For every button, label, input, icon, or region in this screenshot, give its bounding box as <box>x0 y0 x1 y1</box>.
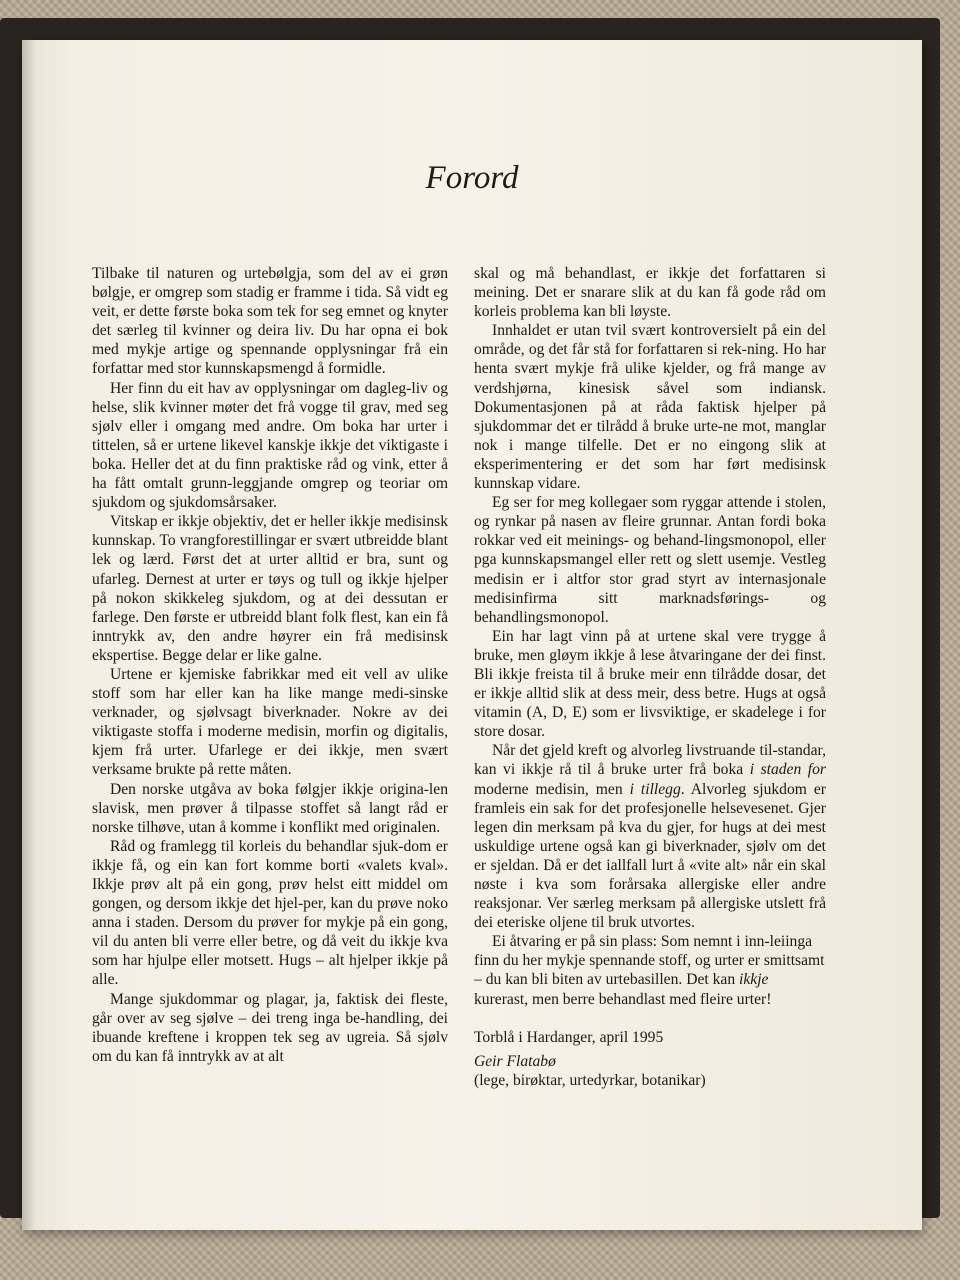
paragraph: Eg ser for meg kollegaer som ryggar attende i stolen, og rynkar på nasen av fleire grunnar. Antan fordi boka rokkar ved eit meinings- og behand-lingsmonopol, eller pga kunnskapsmangel eller rett og slett usemje. Vestleg medisin er i altfor stor grad styrt av internasjonale medisinfirma sitt marknadsførings- og behandlingsmonopol. <box>474 494 826 626</box>
author-name: Geir Flatabø <box>474 1052 556 1070</box>
text-run: Ei åtvaring er på sin plass: Som nemnt i inn-leiinga finn du her mykje spennande stoff, og urter er smittsamt – du kan bli biten av urtebasillen. Det kan <box>474 933 825 989</box>
paragraph: Ein har lagt vinn på at urtene skal vere trygge å bruke, men gløym ikkje å lese åtvaringane der dei finst. Bli ikkje freista til å bruke meir enn tilrådde dosar, det er ikkje alltid slik at dess meir, dess betre. Hugs at også vitamin (A, D, E) som er livsviktige, er skadelege i for store dosar. <box>474 627 826 741</box>
paragraph: Her finn du eit hav av opplysningar om dagleg-liv og helse, slik kvinner møter det frå vogge til grav, med seg sjølv eller i omgang med andre. Om boka har urter i tittelen, så er urtene likevel kanskje ikkje det viktigaste i boka. Heller det at du finn praktiske råd og vink, etter å ha fått omtalt grunn-leggjande omgrep og teoriar om sjukdom og sjukdomsårsaker. <box>92 379 448 512</box>
book-page <box>22 40 922 1230</box>
paragraph: Tilbake til naturen og urtebølgja, som del av ei grøn bølgje, er omgrep som stadig er framme i tida. Så vidt eg veit, er dette første boka som tek for seg emnet og knyter det særleg til kvinner og deira liv. Du har opna ei bok med mykje artige og spennande opplysningar frå ein forfattar med stor kunnskapsmengd å formidle. <box>92 265 448 378</box>
paragraph <box>474 741 826 932</box>
text-column-left <box>92 264 448 1066</box>
place-date: Torblå i Hardanger, april 1995 <box>474 1028 664 1046</box>
signature-block <box>474 1028 826 1090</box>
text-run: . Alvorleg sjukdom er framleis ein sak for det profesjonelle helsevesenet. Gjer legen din merksam på kva du gjer, for hugs at dei mest uskuldige urtene også kan gi biverknader, sjølv om det er sjeldan. Då er det iallfall lurt å «vite alt» når ein skal nøste i kva som forårsaka allergiske eller andre reaksjonar. Ver særleg merksam på allergiske utslett frå dei eteriske oljene til bruk utvortes. <box>474 780 826 932</box>
paragraph: Urtene er kjemiske fabrikkar med eit vell av ulike stoff som har eller kan ha like mange medi-sinske verknader, og sjølvsagt biverknader. Nokre av dei viktigaste stoffa i moderne medisin, morfin og digitalis, kjem frå urter. Ufarlege er dei ikkje, men svært verksame brukte på rette måten. <box>92 665 448 779</box>
paragraph: Vitskap er ikkje objektiv, det er heller ikkje medisinsk kunnskap. To vrangforestillingar er svært utbreidde blant lek og lærd. Først det at urter alltid er bra, sunt og ufarleg. Dernest at urter er tøys og tull og ikkje hjelper på nokon skikkeleg sjukdom, og at dei dessutan er farlege. Den første er utbreidd blant folk flest, kan ein få inntrykk av, den andre høyrer ein frå medisinsk ekspertise. Begge delar er like galne. <box>92 513 448 664</box>
paragraph <box>474 932 826 1008</box>
text-column-right <box>474 264 826 1090</box>
paragraph: skal og må behandlast, er ikkje det forfattaren si meining. Det er snarare slik at du kan få gode råd om korleis problema kan bli løyste. <box>474 265 826 321</box>
text-run: Når det gjeld kreft og alvorleg livstruande til-standar, kan vi ikkje rå til å bruke urter frå boka <box>474 742 826 779</box>
emphasis-text: i staden for <box>749 761 827 779</box>
paragraph: Den norske utgåva av boka følgjer ikkje origina-len slavisk, men prøver å tilpasse stoffet så langt råd er norske tilhøve, utan å komme i konflikt med originalen. <box>92 780 448 836</box>
paragraph: Mange sjukdommar og plagar, ja, faktisk dei fleste, går over av seg sjølve – dei treng inga be-handling, dei ibuande kreftene i kroppen tek seg av ugreia. Så sjølv om du kan få inntrykk av at alt <box>92 990 448 1065</box>
emphasis-text: ikkje <box>739 971 769 989</box>
author-roles: (lege, birøktar, urtedyrkar, botanikar) <box>474 1071 706 1089</box>
page-title: Forord <box>425 160 519 196</box>
paragraph: Innhaldet er utan tvil svært kontroversielt på ein del område, og det får stå for forfattaren si rek-ning. Ho har henta svært mykje frå ulike kjelder, og frå mange av verdshjørna, kinesisk såvel som indiansk. Dokumentasjonen på at råda faktisk hjelper på sjukdommar det er tilrådd å bruke urte-ne mot, manglar nok i mange tilfelle. Det er no eingong slik at eksperimentering er det som har ført medisinsk kunnskap vidare. <box>474 322 826 493</box>
text-run: moderne medisin, men <box>474 780 630 798</box>
emphasis-text: i tillegg <box>629 780 681 798</box>
paragraph: Råd og framlegg til korleis du behandlar sjuk-dom er ikkje få, og ein kan fort komme borti «valets kval». Ikkje prøv alt på ein gong, prøv helst eitt middel om gongen, og dersom ikkje det hjel-per, kan du prøve noko anna i staden. Dersom du prøver for mykje på ein gong, vil du anten bli verre eller betre, og då veit du ikkje kva som har hjulpe eller motsett. Hugs – alt hjelper ikkje på alle. <box>92 837 448 989</box>
text-run: kurerast, men berre behandlast med fleire urter! <box>474 990 772 1008</box>
